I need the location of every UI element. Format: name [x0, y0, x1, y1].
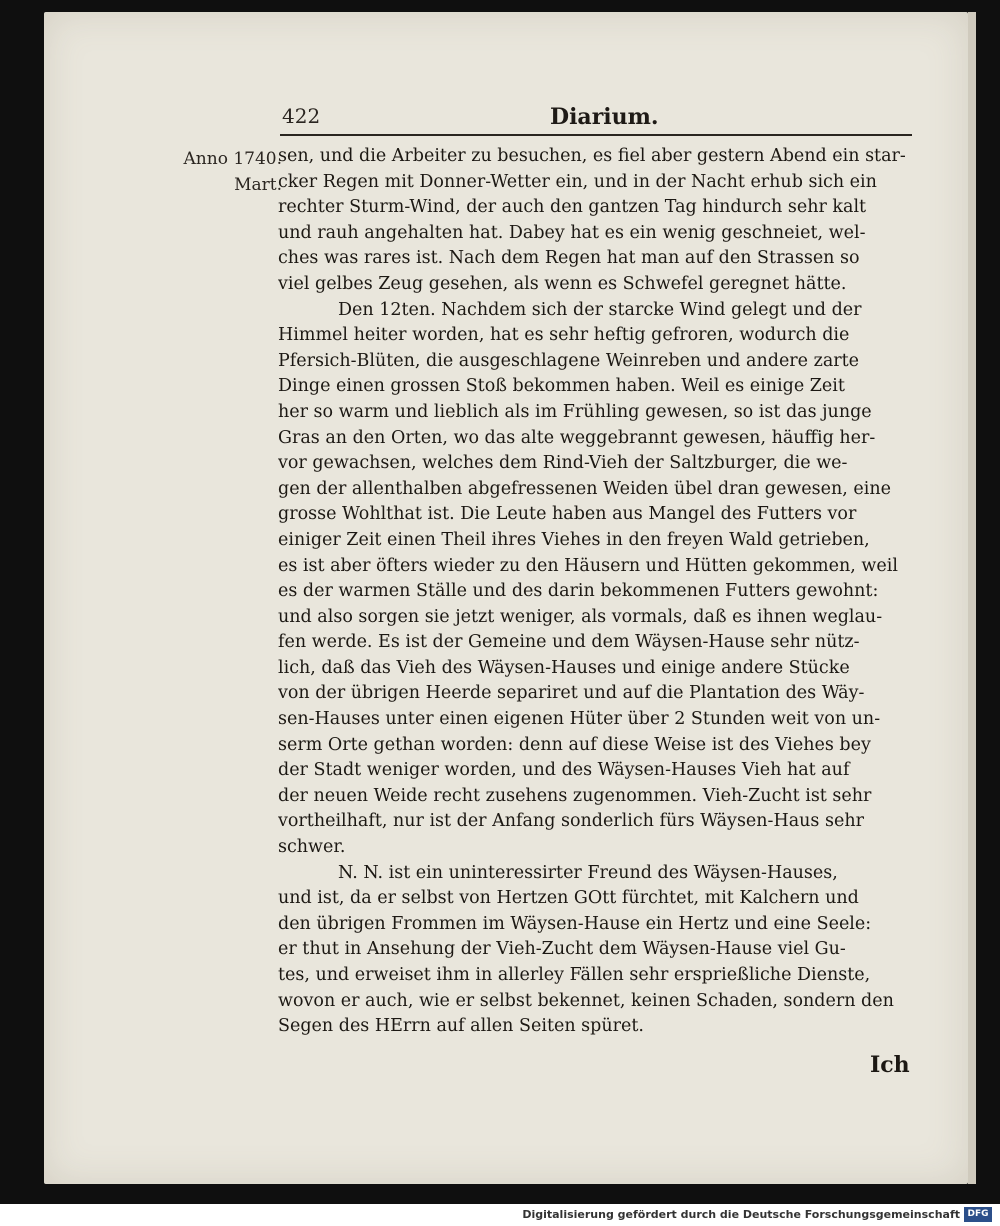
text-line: sen-Hauses unter einen eigenen Hüter über 2 Stunden weit von un-: [278, 709, 881, 730]
margin-month: Mart.: [234, 175, 282, 195]
page-number: 422: [282, 104, 321, 128]
text-line: grosse Wohlthat ist. Die Leute haben aus Mangel des Futters vor: [278, 504, 857, 525]
text-line: und ist, da er selbst von Hertzen GOtt fürchtet, mit Kalchern und: [278, 888, 859, 909]
text-line: und also sorgen sie jetzt weniger, als vormals, daß es ihnen weglau-: [278, 606, 883, 627]
text-line: Dinge einen grossen Stoß bekommen haben. Weil es einige Zeit: [278, 376, 845, 397]
text-line: den übrigen Frommen im Wäysen-Hause ein Hertz und eine Seele:: [278, 913, 872, 934]
footer-credit: Digitalisierung gefördert durch die Deutsche Forschungsgemeinschaft: [522, 1208, 960, 1221]
text-line: tes, und erweiset ihm in allerley Fällen sehr ersprießliche Dienste,: [278, 965, 871, 985]
text-line: fen werde. Es ist der Gemeine und dem Wäysen-Hause sehr nütz-: [278, 632, 860, 653]
text-line: vor gewachsen, welches dem Rind-Vieh der Saltzburger, die we-: [278, 453, 848, 474]
page-header: [240, 100, 920, 140]
margin-note: [162, 146, 282, 198]
text-line: vortheilhaft, nur ist der Anfang sonderlich fürs Wäysen-Haus sehr: [278, 811, 864, 832]
text-line: Himmel heiter worden, hat es sehr heftig gefroren, wodurch die: [278, 325, 850, 346]
text-line: sen, und die Arbeiter zu besuchen, es fiel aber gestern Abend ein star-: [278, 146, 906, 166]
text-line: viel gelbes Zeug gesehen, als wenn es Schwefel geregnet hätte.: [278, 273, 847, 294]
text-line: einiger Zeit einen Theil ihres Viehes in den freyen Wald getrieben,: [278, 529, 870, 550]
text-line: N. N. ist ein uninteressirter Freund des Wäysen-Hauses,: [338, 862, 838, 883]
text-line: Den 12ten. Nachdem sich der starcke Wind gelegt und der: [338, 299, 862, 320]
footer-bar: [0, 1204, 1000, 1226]
text-line: ches was rares ist. Nach dem Regen hat man auf den Strassen so: [278, 248, 860, 269]
catchword: Ich: [870, 1052, 910, 1078]
margin-year: Anno 1740.: [183, 149, 282, 169]
text-line: Pfersich-Blüten, die ausgeschlagene Weinreben und andere zarte: [278, 350, 860, 371]
text-line: er thut in Ansehung der Vieh-Zucht dem Wäysen-Hause viel Gu-: [278, 939, 846, 960]
text-line: der Stadt weniger worden, und des Wäysen-Hauses Vieh hat auf: [278, 760, 850, 781]
text-line: und rauh angehalten hat. Dabey hat es ein wenig geschneiet, wel-: [278, 222, 866, 243]
text-line: es ist aber öfters wieder zu den Häusern und Hütten gekommen, weil: [278, 555, 898, 576]
text-line: von der übrigen Heerde separiret und auf die Plantation des Wäy-: [278, 683, 865, 704]
running-title: Diarium.: [550, 104, 659, 130]
text-line: serm Orte gethan worden: denn auf diese Weise ist des Viehes bey: [278, 734, 871, 755]
text-line: her so warm und lieblich als im Frühling gewesen, so ist das junge: [278, 401, 872, 422]
text-line: schwer.: [278, 837, 346, 858]
text-line: cker Regen mit Donner-Wetter ein, und in der Nacht erhub sich ein: [278, 171, 877, 192]
text-line: lich, daß das Vieh des Wäysen-Hauses und einige andere Stücke: [278, 657, 850, 678]
text-line: der neuen Weide recht zusehens zugenommen. Vieh-Zucht ist sehr: [278, 785, 872, 806]
text-line: es der warmen Ställe und des darin bekommenen Futters gewohnt:: [278, 581, 879, 602]
text-line: wovon er auch, wie er selbst bekennet, keinen Schaden, sondern den: [278, 990, 894, 1011]
page-edge: [968, 12, 976, 1184]
header-rule: [280, 134, 912, 136]
text-line: gen der allenthalben abgefressenen Weiden übel dran gewesen, eine: [278, 478, 891, 499]
body-text: [278, 144, 918, 1040]
text-line: rechter Sturm-Wind, der auch den gantzen Tag hindurch sehr kalt: [278, 197, 867, 218]
dfg-logo-icon: DFG: [964, 1207, 992, 1222]
text-line: Segen des HErrn auf allen Seiten spüret.: [278, 1016, 644, 1037]
text-line: Gras an den Orten, wo das alte weggebrannt gewesen, häuffig her-: [278, 427, 876, 448]
